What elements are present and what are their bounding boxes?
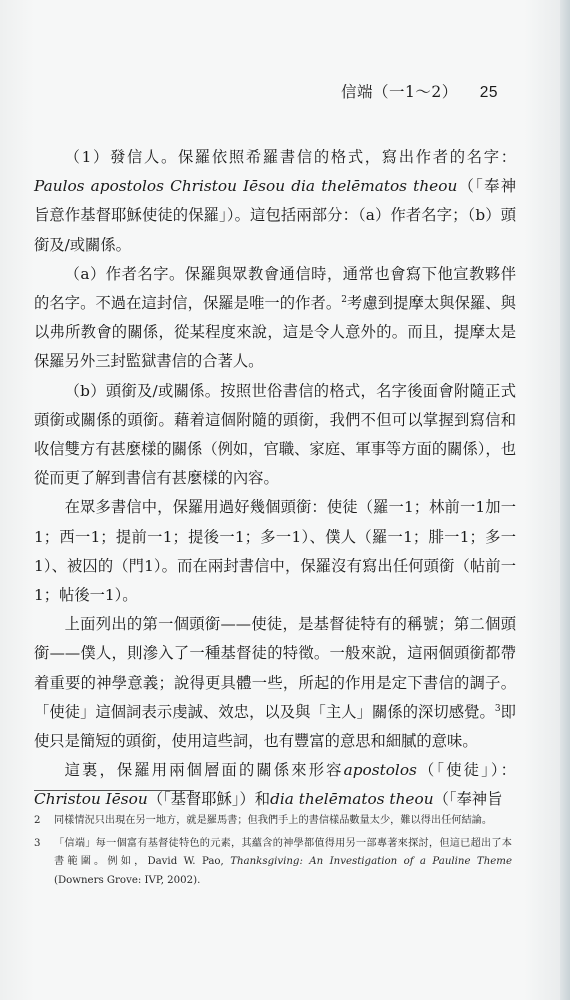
page-number: 25 — [479, 84, 498, 101]
footnote-3 — [34, 835, 512, 891]
footnote-ref-3: 3 — [494, 703, 501, 714]
paragraph-author-name: （a）作者名字。保羅與眾教會通信時，通常也會寫下他宣教夥伴的名字。不過在這封信，保羅是唯一的作者。$^2$考慮到提摩太與保羅、與以弗所教會的關係，從某程度來說，這是令人意外的。而且，提摩太是保羅另外三封監獄書信的合著人。 — [34, 264, 516, 371]
paragraph-sender: （1）發信人。保羅依照希羅書信的格式，寫出作者的名字：Paulos apostolos Christou Iēsou dia thelēmatos theou（「奉神旨意作基督耶穌使徒的保羅」）。這包括兩部分：（a）作者名字；（b）頭銜及/或關係。 — [34, 148, 516, 254]
paragraph-title-meaning: 上面列出的第一個頭銜——使徒，是基督徒特有的稱號；第二個頭銜——僕人，則滲入了一種基督徒的特徵。一般來說，這兩個頭銜都帶着重要的神學意義；說得更具體一些，所起的作用是定下書信的調子。「使徒」這個詞表示虔誠、效忠，以及與「主人」關係的深切感覺。$^3$即使只是簡短的頭銜，使用這些詞，也有豐富的意思和細膩的意味。 — [34, 615, 516, 751]
page-edge — [560, 0, 570, 1000]
main-text — [34, 143, 516, 815]
running-header — [341, 80, 498, 102]
running-title: 信端（一1～2） — [341, 83, 458, 101]
footnote-2 — [34, 812, 512, 831]
footnote-ref-2: 2 — [341, 294, 347, 305]
footnote-text: 同樣情況只出現在另一地方，就是羅馬書；但我們手上的書信樣品數量太少，難以得出任何結論。 — [54, 815, 493, 826]
footnote-number: 2 — [34, 815, 41, 826]
paragraph-titles-list: 在眾多書信中，保羅用過好幾個頭銜：使徒（羅一1；林前一1加一1；西一1；提前一1；提後一1；多一1）、僕人（羅一1；腓一1；多一1）、被囚的（門1）。而在兩封書信中，保羅沒有寫出任何頭銜（帖前一1；帖後一1）。 — [34, 498, 516, 605]
footnote-text: 「信端」每一個富有基督徒特色的元素，其蘊含的神學都值得用另一部專著來探討，但這已超出了本書範圍。例如，David W. Pao, Thanksgiving: An Investigation of a Pauline Theme (Downers Grove: IVP, 2002). — [54, 837, 512, 886]
paragraph-title-relation: （b）頭銜及/或關係。按照世俗書信的格式，名字後面會附隨正式頭銜或關係的頭銜。藉着這個附隨的頭銜，我們不但可以掌握到寫信和收信雙方有甚麼樣的關係（例如，官職、家庭、軍事等方面的關係），也從而更了解到書信有甚麼樣的內容。 — [34, 381, 516, 488]
paragraph-relations: 這裏，保羅用兩個層面的關係來形容apostolos（「使徒」）：Christou Iēsou（「基督耶穌」）和dia thelēmatos theou（「奉神旨 — [34, 761, 516, 809]
footnote-number: 3 — [34, 837, 41, 849]
footnote-divider — [34, 790, 194, 791]
footnotes — [34, 812, 512, 894]
